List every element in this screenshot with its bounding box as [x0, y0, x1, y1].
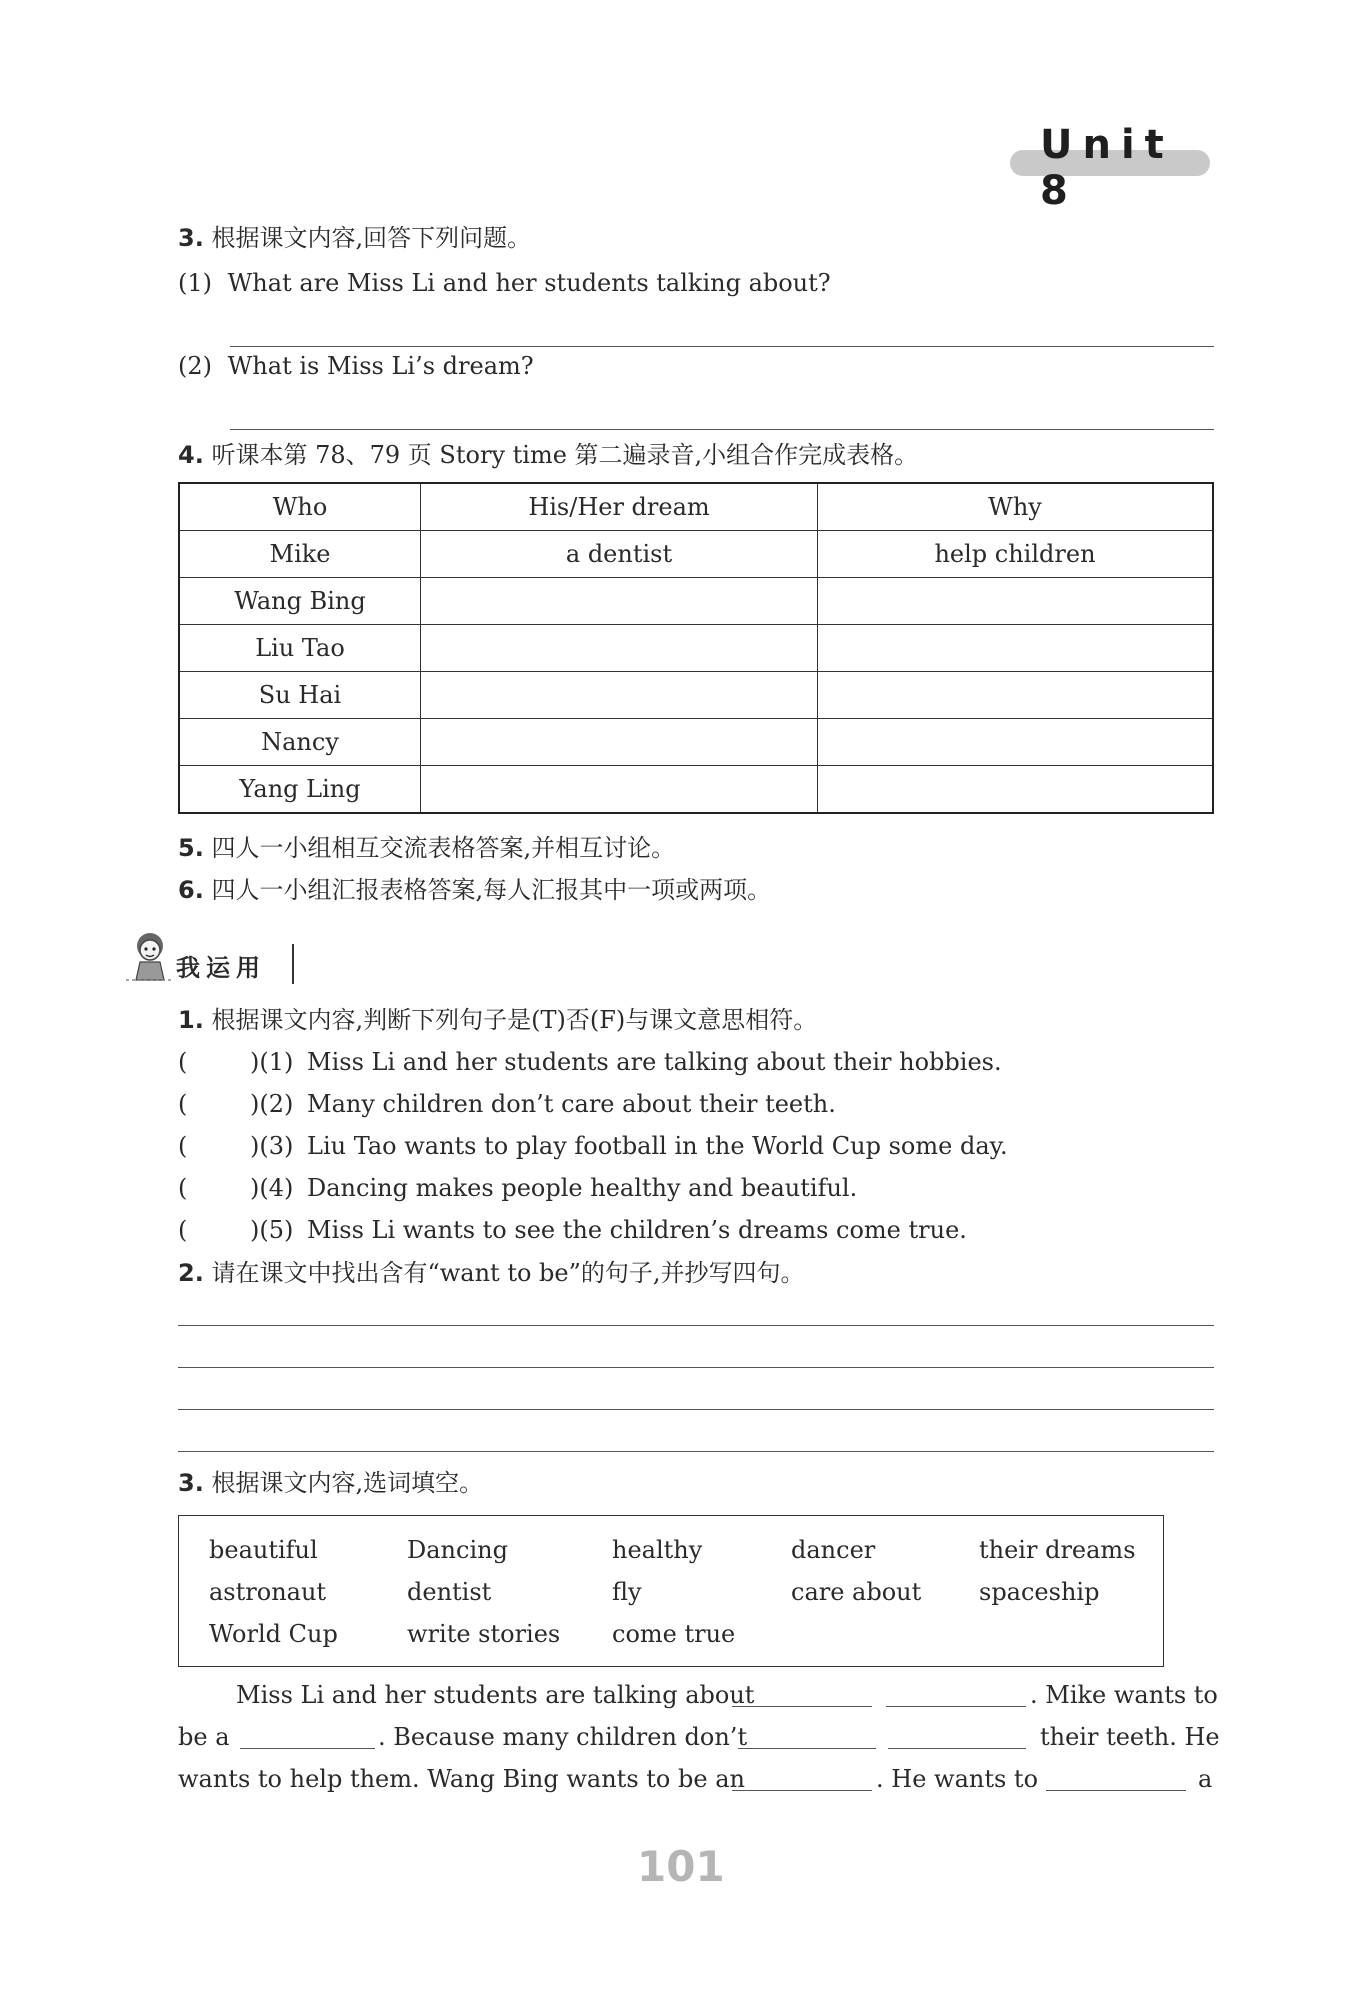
tf-item-text: Miss Li wants to see the children’s dreams come true.	[307, 1216, 967, 1244]
apply3-number: 3.	[178, 1469, 204, 1497]
apply2-heading	[178, 1258, 805, 1288]
table-cell-why[interactable]	[818, 672, 1214, 719]
q6-number: 6.	[178, 876, 204, 904]
table-cell-why[interactable]	[818, 625, 1214, 672]
q3-item-1-text: What are Miss Li and her students talking about?	[227, 269, 831, 297]
word-item: write stories	[407, 1620, 561, 1648]
word-item: Dancing	[407, 1536, 508, 1564]
fill-blank[interactable]	[732, 1706, 872, 1707]
tf-item-label: )(2)	[250, 1090, 294, 1118]
section-divider	[292, 944, 294, 984]
q3-item-2	[178, 351, 534, 381]
answer-line-apply2-1[interactable]	[178, 1325, 1214, 1326]
word-item: dentist	[407, 1578, 492, 1606]
table-cell-dream[interactable]	[421, 625, 818, 672]
apply1-heading	[178, 1005, 817, 1035]
table-row	[179, 578, 1213, 625]
q3-heading	[178, 223, 531, 253]
table-cell-who: Yang Ling	[179, 766, 421, 814]
table-header-row	[179, 483, 1213, 531]
q3-item-1-label: (1)	[178, 269, 212, 297]
answer-line-q3-2[interactable]	[230, 429, 1214, 430]
table-cell-why[interactable]	[818, 766, 1214, 814]
table-cell-who: Wang Bing	[179, 578, 421, 625]
tf-item	[178, 1174, 857, 1202]
unit-header	[1010, 122, 1210, 214]
q6	[178, 875, 771, 905]
fill-blank[interactable]	[738, 1748, 876, 1749]
table-cell-dream[interactable]	[421, 719, 818, 766]
word-item: their dreams	[979, 1536, 1136, 1564]
word-bank	[178, 1515, 1164, 1667]
table-cell-who: Su Hai	[179, 672, 421, 719]
passage-line-2c: their teeth. He	[1040, 1723, 1220, 1751]
q5-text: 四人一小组相互交流表格答案,并相互讨论。	[211, 834, 676, 862]
fill-blank[interactable]	[240, 1748, 375, 1749]
q3-item-1	[178, 268, 831, 298]
table-cell-why[interactable]	[818, 719, 1214, 766]
table-cell-dream: a dentist	[421, 531, 818, 578]
tf-item-label: )(3)	[250, 1132, 294, 1160]
word-item: fly	[612, 1578, 642, 1606]
passage-line-1a: Miss Li and her students are talking about	[236, 1681, 755, 1709]
q4-number: 4.	[178, 441, 204, 469]
passage-line-2b: . Because many children don’t	[378, 1723, 748, 1751]
word-item: dancer	[791, 1536, 876, 1564]
table-cell-why: help children	[818, 531, 1214, 578]
tf-item	[178, 1090, 836, 1118]
passage-line-1b: . Mike wants to	[1030, 1681, 1218, 1709]
student-mascot-icon	[126, 928, 172, 984]
tf-answer-box[interactable]: (	[178, 1132, 188, 1160]
tf-answer-box[interactable]: (	[178, 1216, 188, 1244]
fill-blank[interactable]	[732, 1790, 872, 1791]
dream-table	[178, 482, 1214, 814]
q5	[178, 833, 675, 863]
q5-number: 5.	[178, 834, 204, 862]
tf-item	[178, 1216, 967, 1244]
tf-item	[178, 1132, 1008, 1160]
table-cell-dream[interactable]	[421, 672, 818, 719]
word-item: care about	[791, 1578, 922, 1606]
table-cell-who: Mike	[179, 531, 421, 578]
q4-heading	[178, 440, 918, 470]
word-item: come true	[612, 1620, 736, 1648]
table-cell-who: Nancy	[179, 719, 421, 766]
table-cell-dream[interactable]	[421, 766, 818, 814]
header-why: Why	[818, 483, 1214, 531]
apply3-title: 根据课文内容,选词填空。	[211, 1469, 484, 1497]
tf-item-text: Miss Li and her students are talking about their hobbies.	[307, 1048, 1002, 1076]
answer-line-apply2-2[interactable]	[178, 1367, 1214, 1368]
q4-title: 听课本第 78、79 页 Story time 第二遍录音,小组合作完成表格。	[211, 441, 919, 469]
q6-text: 四人一小组汇报表格答案,每人汇报其中一项或两项。	[211, 876, 772, 904]
answer-line-apply2-3[interactable]	[178, 1409, 1214, 1410]
q3-item-2-label: (2)	[178, 352, 212, 380]
fill-blank[interactable]	[886, 1706, 1026, 1707]
table-row	[179, 719, 1213, 766]
passage-line-3a: wants to help them. Wang Bing wants to be an	[178, 1765, 745, 1793]
table-cell-who: Liu Tao	[179, 625, 421, 672]
word-item: astronaut	[209, 1578, 327, 1606]
passage-line-2a: be a	[178, 1723, 230, 1751]
q3-title: 根据课文内容,回答下列问题。	[211, 224, 532, 252]
table-row	[179, 625, 1213, 672]
word-item: World Cup	[209, 1620, 338, 1648]
tf-item-text: Many children don’t care about their teeth.	[307, 1090, 836, 1118]
fill-blank[interactable]	[1046, 1790, 1186, 1791]
tf-item-text: Liu Tao wants to play football in the World Cup some day.	[307, 1132, 1008, 1160]
table-row	[179, 766, 1213, 814]
apply1-number: 1.	[178, 1006, 204, 1034]
section-title: 我运用	[176, 954, 266, 982]
apply1-title: 根据课文内容,判断下列句子是(T)否(F)与课文意思相符。	[211, 1006, 818, 1034]
table-cell-why[interactable]	[818, 578, 1214, 625]
header-dream: His/Her dream	[421, 483, 818, 531]
tf-item-label: )(5)	[250, 1216, 294, 1244]
q3-item-2-text: What is Miss Li’s dream?	[227, 352, 534, 380]
tf-answer-box[interactable]: (	[178, 1048, 188, 1076]
word-item: spaceship	[979, 1578, 1100, 1606]
table-cell-dream[interactable]	[421, 578, 818, 625]
answer-line-q3-1[interactable]	[230, 346, 1214, 347]
word-item: healthy	[612, 1536, 703, 1564]
header-who: Who	[179, 483, 421, 531]
q3-number: 3.	[178, 224, 204, 252]
table-row	[179, 672, 1213, 719]
apply3-heading	[178, 1468, 483, 1498]
answer-line-apply2-4[interactable]	[178, 1451, 1214, 1452]
fill-blank[interactable]	[888, 1748, 1026, 1749]
apply2-title: 请在课文中找出含有“want to be”的句子,并抄写四句。	[211, 1259, 805, 1287]
passage-line-3b: . He wants to	[876, 1765, 1039, 1793]
tf-item	[178, 1048, 1002, 1076]
tf-item-label: )(4)	[250, 1174, 294, 1202]
tf-item-text: Dancing makes people healthy and beautiful.	[307, 1174, 858, 1202]
passage-line-3c: a	[1198, 1765, 1213, 1793]
word-item: beautiful	[209, 1536, 318, 1564]
table-row	[179, 531, 1213, 578]
unit-title: Unit 8	[1040, 122, 1174, 214]
tf-item-label: )(1)	[250, 1048, 294, 1076]
page-number: 101	[637, 1842, 725, 1891]
tf-answer-box[interactable]: (	[178, 1090, 188, 1118]
apply2-number: 2.	[178, 1259, 204, 1287]
tf-answer-box[interactable]: (	[178, 1174, 188, 1202]
